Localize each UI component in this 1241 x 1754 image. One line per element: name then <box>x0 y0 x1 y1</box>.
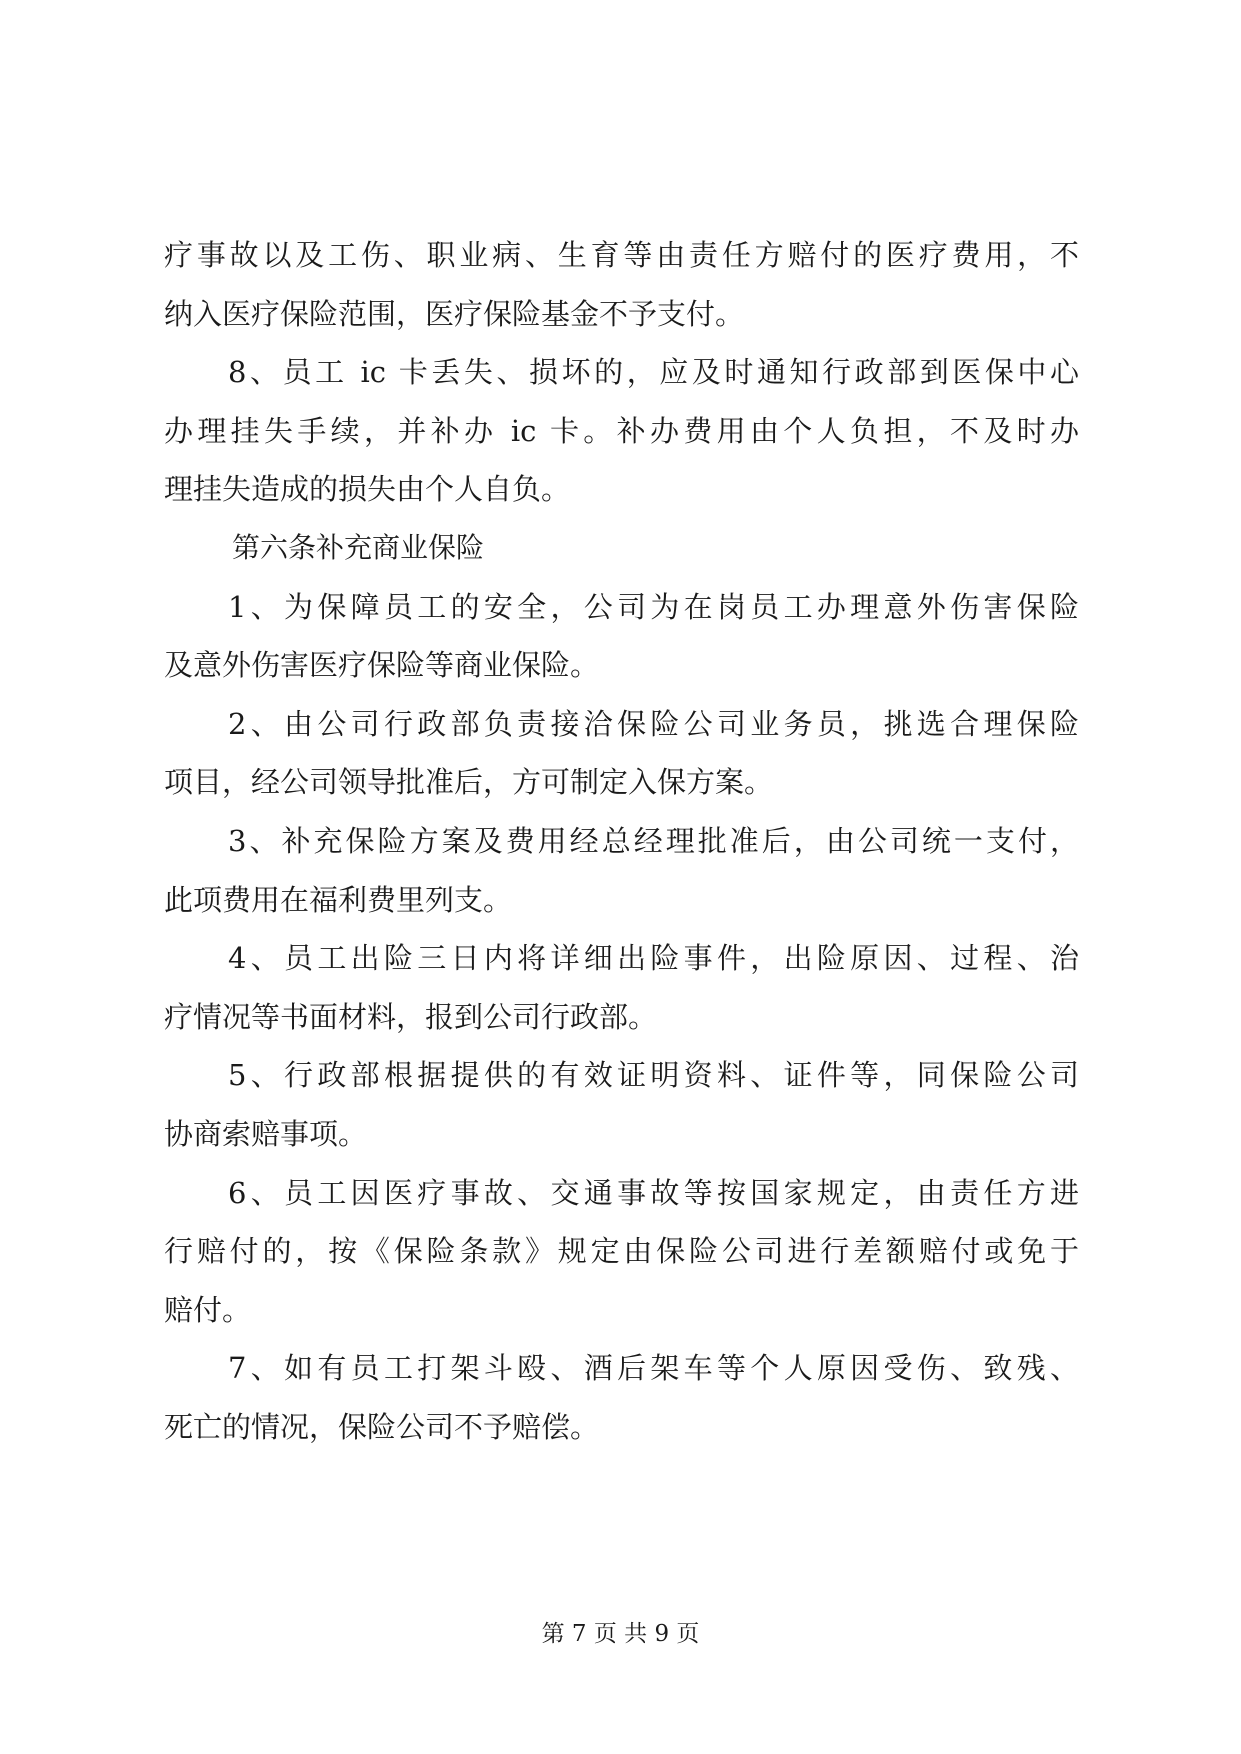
text-line: 理挂失造成的损失由个人自负。 <box>164 472 571 507</box>
text-line: 办理挂失手续，并补办 ic 卡。补办费用由个人负担，不及时办 <box>164 413 1079 448</box>
text-line: 死亡的情况，保险公司不予赔偿。 <box>164 1409 600 1444</box>
text-line: 赔付。 <box>164 1292 252 1327</box>
text-line: 1、为保障员工的安全，公司为在岗员工办理意外伤害保险 <box>228 589 1079 624</box>
text-line: 协商索赔事项。 <box>164 1116 368 1151</box>
section-heading: 第六条补充商业保险 <box>232 530 485 564</box>
text-line: 4、员工出险三日内将详细出险事件，出险原因、过程、治 <box>228 941 1079 976</box>
text-line: 8、员工 ic 卡丢失、损坏的，应及时通知行政部到医保中心 <box>228 355 1079 390</box>
text-line: 5、行政部根据提供的有效证明资料、证件等，同保险公司 <box>228 1058 1079 1093</box>
text-line: 2、由公司行政部负责接洽保险公司业务员，挑选合理保险 <box>228 706 1079 741</box>
text-line: 纳入医疗保险范围，医疗保险基金不予支付。 <box>164 296 745 331</box>
page-footer: 第 7 页 共 9 页 <box>541 1621 700 1647</box>
text-line: 7、如有员工打架斗殴、酒后架车等个人原因受伤、致残、 <box>228 1351 1079 1386</box>
text-line: 此项费用在福利费里列支。 <box>164 882 513 917</box>
text-line: 6、员工因医疗事故、交通事故等按国家规定，由责任方进 <box>228 1175 1079 1210</box>
text-line: 行赔付的，按《保险条款》规定由保险公司进行差额赔付或免于 <box>164 1234 1079 1269</box>
text-line: 疗事故以及工伤、职业病、生育等由责任方赔付的医疗费用，不 <box>164 238 1079 272</box>
text-line: 疗情况等书面材料，报到公司行政部。 <box>164 999 658 1034</box>
text-line: 项目，经公司领导批准后，方可制定入保方案。 <box>164 765 774 800</box>
text-line: 3、补充保险方案及费用经总经理批准后，由公司统一支付， <box>228 823 1079 858</box>
body-text <box>164 226 1079 1456</box>
text-line: 及意外伤害医疗保险等商业保险。 <box>164 648 600 683</box>
